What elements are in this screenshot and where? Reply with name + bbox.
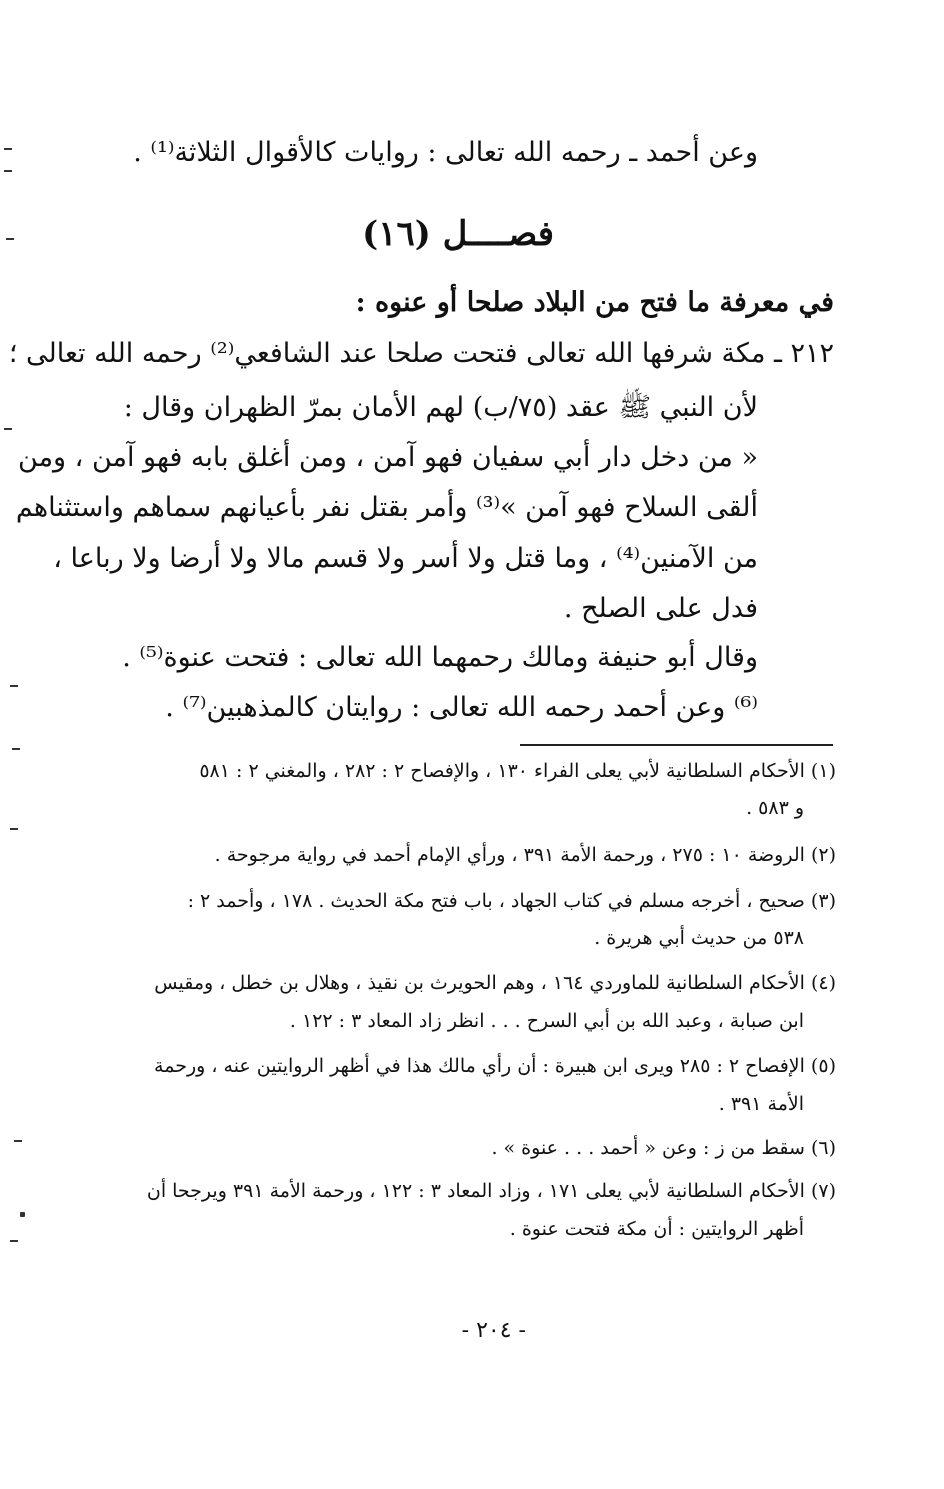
footnote-1: (١) الأحكام السلطانية لأبي يعلى الفراء ١٣٠ ، والإفصاح ٢ : ٢٨٢ ، والمغني ٢ : ٥٨١ [199, 760, 836, 782]
paragraph-line: ٢١٢ ـ مكة شرفها الله تعالى فتحت صلحا عند الشافعي⁽²⁾ رحمه الله تعالى ؛ [8, 338, 834, 369]
paragraph-line: فدل على الصلح . [563, 593, 758, 624]
footnote-1-cont: و ٥٨٣ . [746, 797, 804, 819]
paragraph-line: وقال أبو حنيفة ومالك رحمهما الله تعالى : فتحت عنوة⁽⁵⁾ . [122, 642, 758, 673]
paragraph-line: « من دخل دار أبي سفيان فهو آمن ، ومن أغلق بابه فهو آمن ، ومن [18, 442, 758, 473]
paragraph-line: من الآمنين⁽⁴⁾ ، وما قتل ولا أسر ولا قسم مالا ولا أرضا ولا رباعا ، [53, 543, 758, 574]
footnote-7: (٧) الأحكام السلطانية لأبي يعلى ١٧١ ، وزاد المعاد ٣ : ١٢٢ ، ورحمة الأمة ٣٩١ ويرجحا أن [146, 1180, 836, 1202]
margin-mark [12, 748, 20, 750]
section-subheading: في معرفة ما فتح من البلاد صلحا أو عنوه : [355, 287, 834, 318]
footnote-5-cont: الأمة ٣٩١ . [718, 1093, 804, 1115]
paragraph-line: ⁽⁶⁾ وعن أحمد رحمه الله تعالى : روايتان كالمذهبين⁽⁷⁾ . [165, 692, 758, 723]
footnote-4: (٤) الأحكام السلطانية للماوردي ١٦٤ ، وهم الحويرث بن نقيذ ، وهلال بن خطل ، ومقيس [154, 972, 836, 994]
margin-mark [6, 238, 14, 240]
margin-dot [20, 1212, 25, 1217]
section-heading: فصــــل (١٦) [362, 214, 554, 254]
paragraph-line: لأن النبي ﷺ عقد (٧٥/ب) لهم الأمان بمرّ الظهران وقال : [123, 392, 758, 423]
footnote-5: (٥) الإفصاح ٢ : ٢٨٥ ويرى ابن هبيرة : أن رأي مالك هذا في أظهر الروايتين عنه ، ورحمة [154, 1055, 836, 1077]
footnote-3-cont: ٥٣٨ من حديث أبي هريرة . [594, 927, 804, 949]
margin-mark [4, 170, 12, 172]
margin-mark [10, 1240, 18, 1242]
margin-mark [4, 428, 12, 430]
footnote-2: (٢) الروضة ١٠ : ٢٧٥ ، ورحمة الأمة ٣٩١ ، ورأي الإمام أحمد في رواية مرجوحة . [214, 844, 836, 866]
footnote-6: (٦) سقط من ز : وعن « أحمد . . . عنوة » . [491, 1137, 836, 1159]
margin-mark [10, 828, 18, 830]
page-number: - ٢٠٤ - [461, 1318, 526, 1343]
footnote-4-cont: ابن صبابة ، وعبد الله بن أبي السرح . . . انظر زاد المعاد ٣ : ١٢٢ . [289, 1010, 804, 1032]
paragraph-line: ألقى السلاح فهو آمن »⁽³⁾ وأمر بقتل نفر بأعيانهم سماهم واستثناهم [15, 492, 758, 523]
margin-mark [4, 148, 12, 150]
text-line-1: وعن أحمد ـ رحمه الله تعالى : روايات كالأقوال الثلاثة⁽¹⁾ . [133, 137, 758, 168]
footnote-separator [520, 744, 833, 746]
footnote-7-cont: أظهر الروايتين : أن مكة فتحت عنوة . [509, 1218, 804, 1240]
margin-mark [10, 685, 18, 687]
margin-mark [14, 1140, 22, 1142]
footnote-3: (٣) صحيح ، أخرجه مسلم في كتاب الجهاد ، باب فتح مكة الحديث . ١٧٨ ، وأحمد ٢ : [187, 890, 836, 912]
